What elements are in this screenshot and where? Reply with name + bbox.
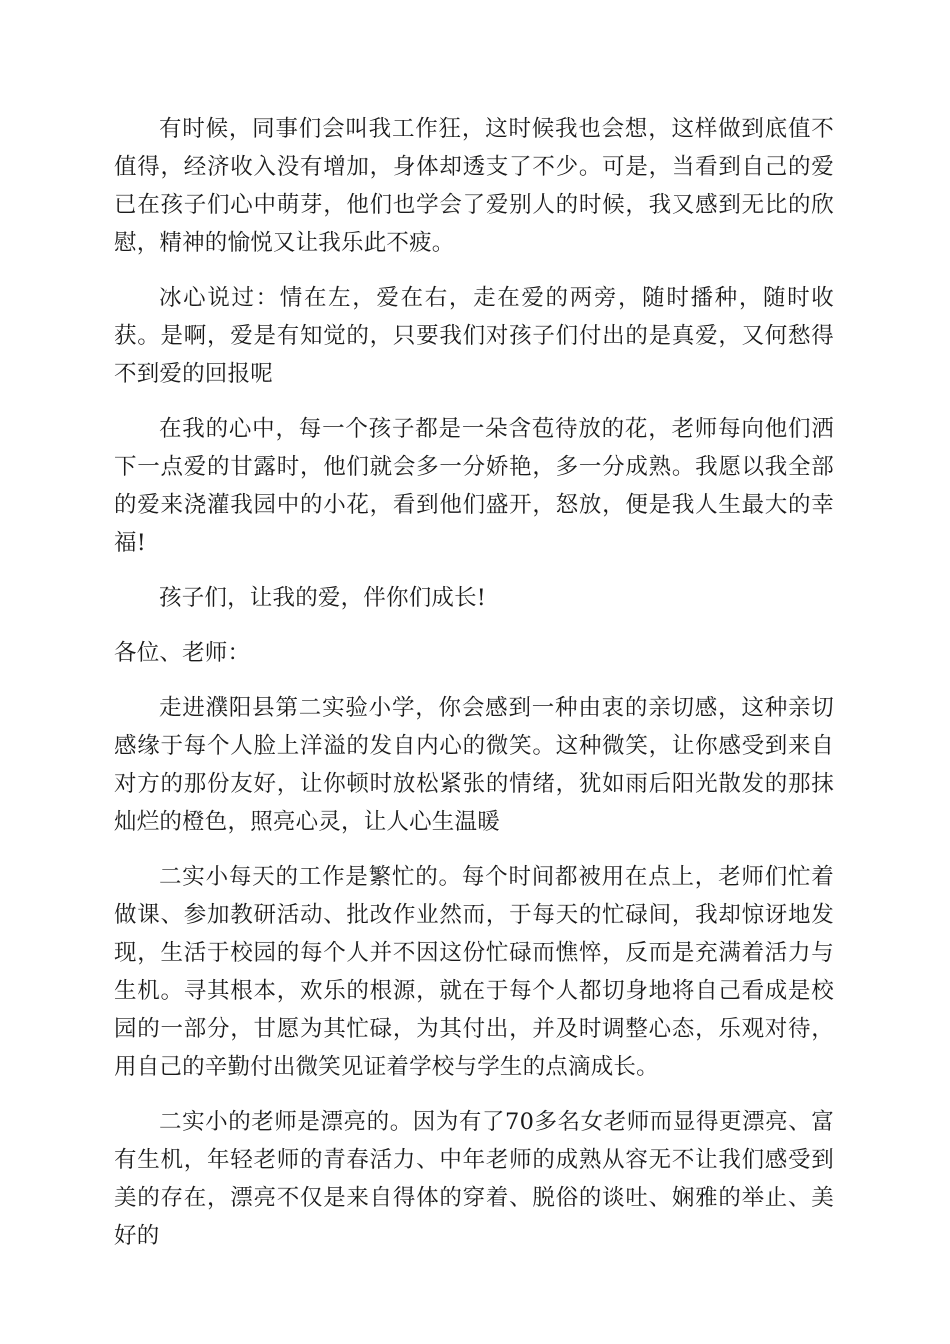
- paragraph-flower-metaphor: 在我的心中，每一个孩子都是一朵含苞待放的花，老师每向他们洒下一点爱的甘露时，他们就会多一分娇艳，多一分成熟。我愿以我全部的爱来浇灌我园中的小花，看到他们盛开，怒放，便是我人生最大的幸福!: [114, 416, 834, 556]
- document-body: [114, 110, 834, 1272]
- paragraph-salutation: 各位、老师：: [114, 640, 251, 666]
- paragraph-bingxin-quote: 冰心说过：情在左，爱在右，走在爱的两旁，随时播种，随时收获。是啊，爱是有知觉的，只要我们对孩子们付出的是真爱，又何愁得不到爱的回报呢: [114, 285, 834, 387]
- paragraph-school-intro: 走进濮阳县第二实验小学，你会感到一种由衷的亲切感，这种亲切感缘于每个人脸上洋溢的发自内心的微笑。这种微笑，让你感受到来自对方的那份友好，让你顿时放松紧张的情绪，犹如雨后阳光散发的那抹灿烂的橙色，照亮心灵，让人心生温暖: [114, 695, 834, 835]
- paragraph-teachers-beautiful: 二实小的老师是漂亮的。因为有了70多名女老师而显得更漂亮、富有生机，年轻老师的青春活力、中年老师的成熟从容无不让我们感受到美的存在，漂亮不仅是来自得体的穿着、脱俗的谈吐、娴雅的举止、美好的: [114, 1109, 834, 1249]
- paragraph-closing-wish: 孩子们，让我的爱，伴你们成长!: [159, 585, 487, 611]
- paragraph-overtime: 有时候，同事们会叫我工作狂，这时候我也会想，这样做到底值不值得，经济收入没有增加，身体却透支了不少。可是，当看到自己的爱已在孩子们心中萌芽，他们也学会了爱别人的时候，我又感到无比的欣慰，精神的愉悦又让我乐此不疲。: [114, 116, 834, 256]
- paragraph-busy-work: 二实小每天的工作是繁忙的。每个时间都被用在点上，老师们忙着做课、参加教研活动、批改作业然而，于每天的忙碌间，我却惊讶地发现，生活于校园的每个人并不因这份忙碌而憔悴，反而是充满着活力与生机。寻其根本，欢乐的根源，就在于每个人都切身地将自己看成是校园的一部分，甘愿为其忙碌，为其付出，并及时调整心态，乐观对待，用自己的辛勤付出微笑见证着学校与学生的点滴成长。: [114, 864, 834, 1080]
